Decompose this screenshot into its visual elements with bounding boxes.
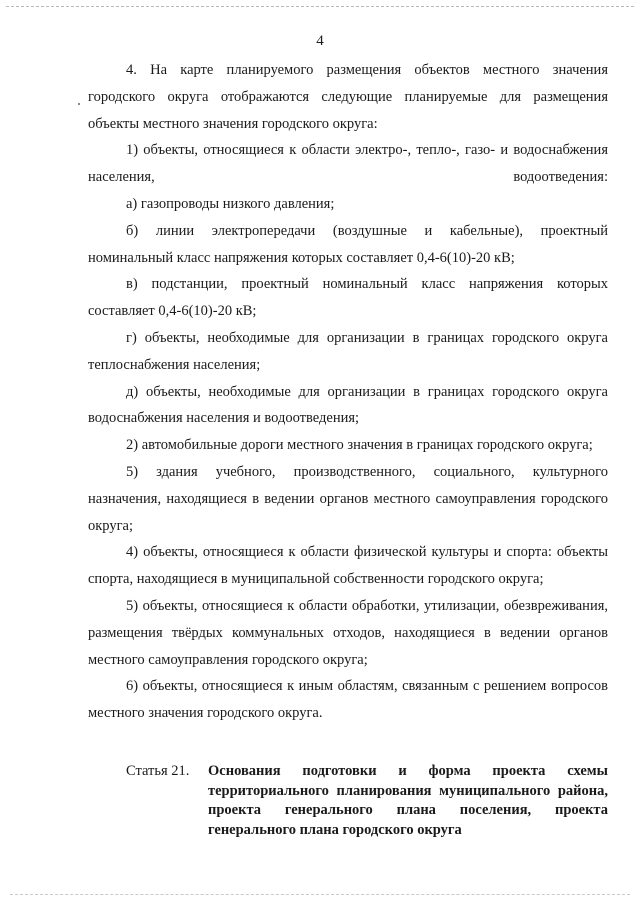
page-number: 4: [316, 33, 324, 49]
paragraph: 2) автомобильные дороги местного значения в границах городского округа;: [126, 437, 593, 454]
paragraph: г) объекты, необходимые для организации в границах городского округа теплоснабжения населения;: [88, 329, 608, 373]
paragraph: 1) объекты, относящиеся к области электро-, тепло-, газо- и водоснабжения населения, водоотведения:: [88, 142, 608, 186]
paragraph: б) линии электропередачи (воздушные и кабельные), проектный номинальный класс напряжения которых составляет 0,4-6(10)-20 кВ;: [88, 222, 608, 266]
article-label: Статья 21.: [126, 763, 190, 779]
body-text: [88, 57, 608, 727]
paragraph: 4. На карте планируемого размещения объектов местного значения городского округа отображаются следующие планируемые для размещения объекты местного значения городского округа:: [88, 62, 608, 132]
paragraph: д) объекты, необходимые для организации в границах городского округа водоснабжения населения и водоотведения;: [88, 383, 608, 427]
paragraph: 4) объекты, относящиеся к области физической культуры и спорта: объекты спорта, находящиеся в муниципальной собственности городского округа;: [88, 544, 608, 588]
article-heading: [88, 762, 608, 840]
paragraph: а) газопроводы низкого давления;: [126, 195, 335, 212]
paragraph: в) подстанции, проектный номинальный класс напряжения которых составляет 0,4-6(10)-20 кВ;: [88, 276, 608, 320]
paragraph: 5) объекты, относящиеся к области обработки, утилизации, обезвреживания, размещения твёрдых коммунальных отходов, находящиеся в ведении органов местного самоуправления городского округа;: [88, 597, 608, 668]
scan-speck: [78, 103, 80, 105]
bottom-edge-line: [10, 894, 630, 895]
paragraph: 5) здания учебного, производственного, социального, культурного назначения, находящиеся в ведении органов местного самоуправления городского округа;: [88, 463, 608, 534]
paragraph: 6) объекты, относящиеся к иным областям, связанным с решением вопросов местного значения городского округа.: [88, 678, 608, 722]
article-title: Основания подготовки и форма проекта схемы территориального планирования муниципального района, проекта генерального плана поселения, проекта генерального плана городского округа: [208, 763, 608, 838]
top-edge-line: [6, 6, 634, 7]
